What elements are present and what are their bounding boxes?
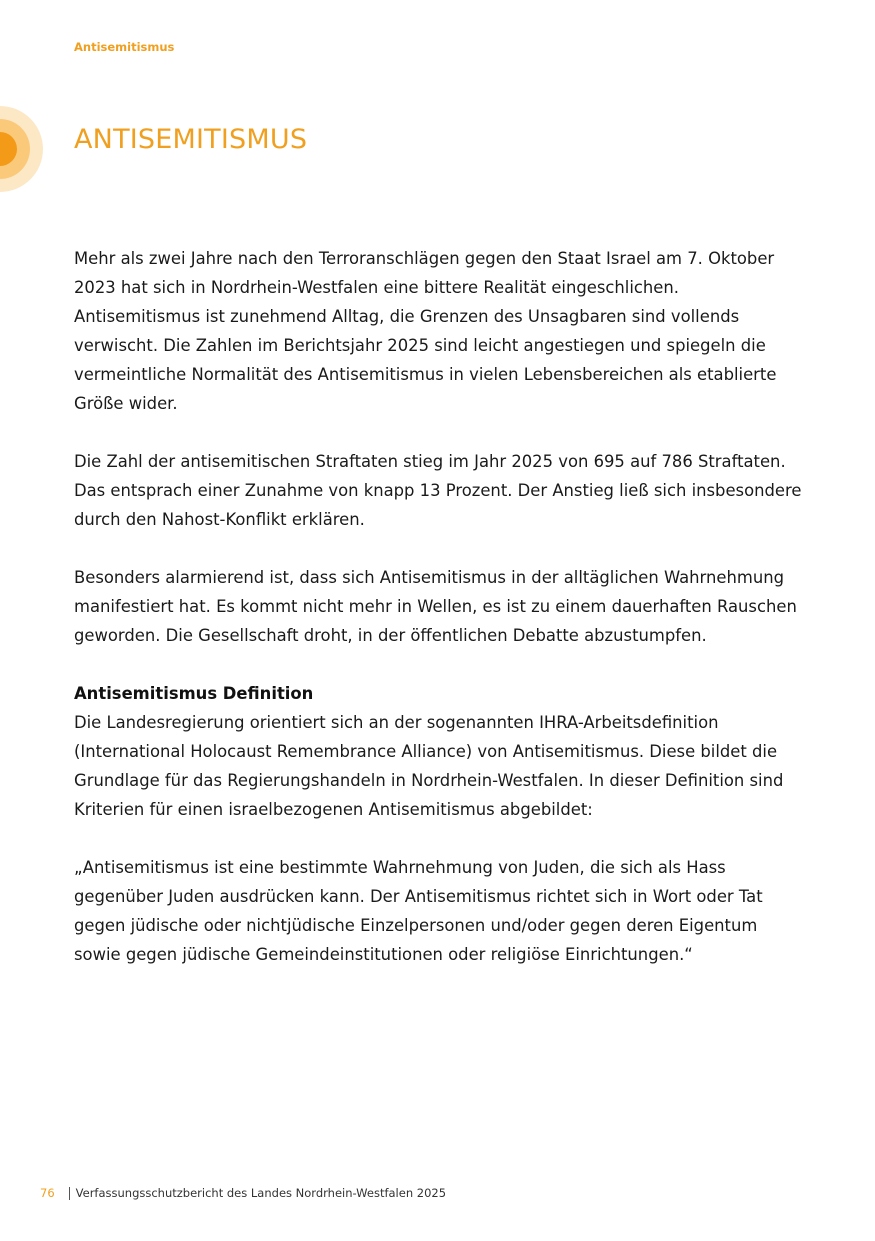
running-header: Antisemitismus [74, 40, 175, 54]
footer-divider [69, 1187, 70, 1200]
paragraph-statistics: Die Zahl der antisemitischen Straftaten stieg im Jahr 2025 von 695 auf 786 Straftaten. Das entsprach einer Zunahme von knapp 13 Prozent. Der Anstieg ließ sich insbesondere durch den Nahost-Konflikt erklären. [74, 452, 802, 529]
publication-title: Verfassungsschutzbericht des Landes Nordrhein-Westfalen 2025 [75, 1186, 447, 1200]
main-content [74, 244, 804, 969]
paragraph-intro: Mehr als zwei Jahre nach den Terroranschlägen gegen den Staat Israel am 7. Oktober 2023 hat sich in Nordrhein-Westfalen eine bittere Realität eingeschlichen. Antisemitismus ist zunehmend Alltag, die Grenzen des Unsagbaren sind vollends verwischt. Die Zahlen im Berichtsjahr 2025 sind leicht angestiegen und spiegeln die vermeintliche Normalität des Antisemitismus in vielen Lebensbereichen als etablierte Größe wider. [74, 249, 777, 413]
definition-quote: „Antisemitismus ist eine bestimmte Wahrnehmung von Juden, die sich als Hass gegenüber Juden ausdrücken kann. Der Antisemitismus richtet sich in Wort oder Tat gegen jüdische oder nichtjüdische Einzelpersonen und/oder gegen deren Eigentum sowie gegen jüdische Gemeindeinstitutionen oder religiöse Einrichtungen.“ [74, 858, 763, 964]
page-footer [40, 1186, 446, 1200]
paragraph-perception: Besonders alarmierend ist, dass sich Antisemitismus in der alltäglichen Wahrnehmung manifestiert hat. Es kommt nicht mehr in Wellen, es ist zu einem dauerhaften Rauschen geworden. Die Gesellschaft droht, in der öffentlichen Debatte abzustumpfen. [74, 568, 797, 645]
definition-heading: Antisemitismus Definition [74, 684, 314, 703]
page-title: ANTISEMITISMUS [74, 124, 308, 155]
page-number: 76 [40, 1186, 55, 1200]
definition-text: Die Landesregierung orientiert sich an der sogenannten IHRA-Arbeitsdefinition (International Holocaust Remembrance Alliance) von Antisemitismus. Diese bildet die Grundlage für das Regierungshandeln in Nordrhein-Westfalen. In dieser Definition sind Kriterien für einen israelbezogenen Antisemitismus abgebildet: [74, 713, 784, 819]
concentric-circles-icon [0, 105, 45, 193]
